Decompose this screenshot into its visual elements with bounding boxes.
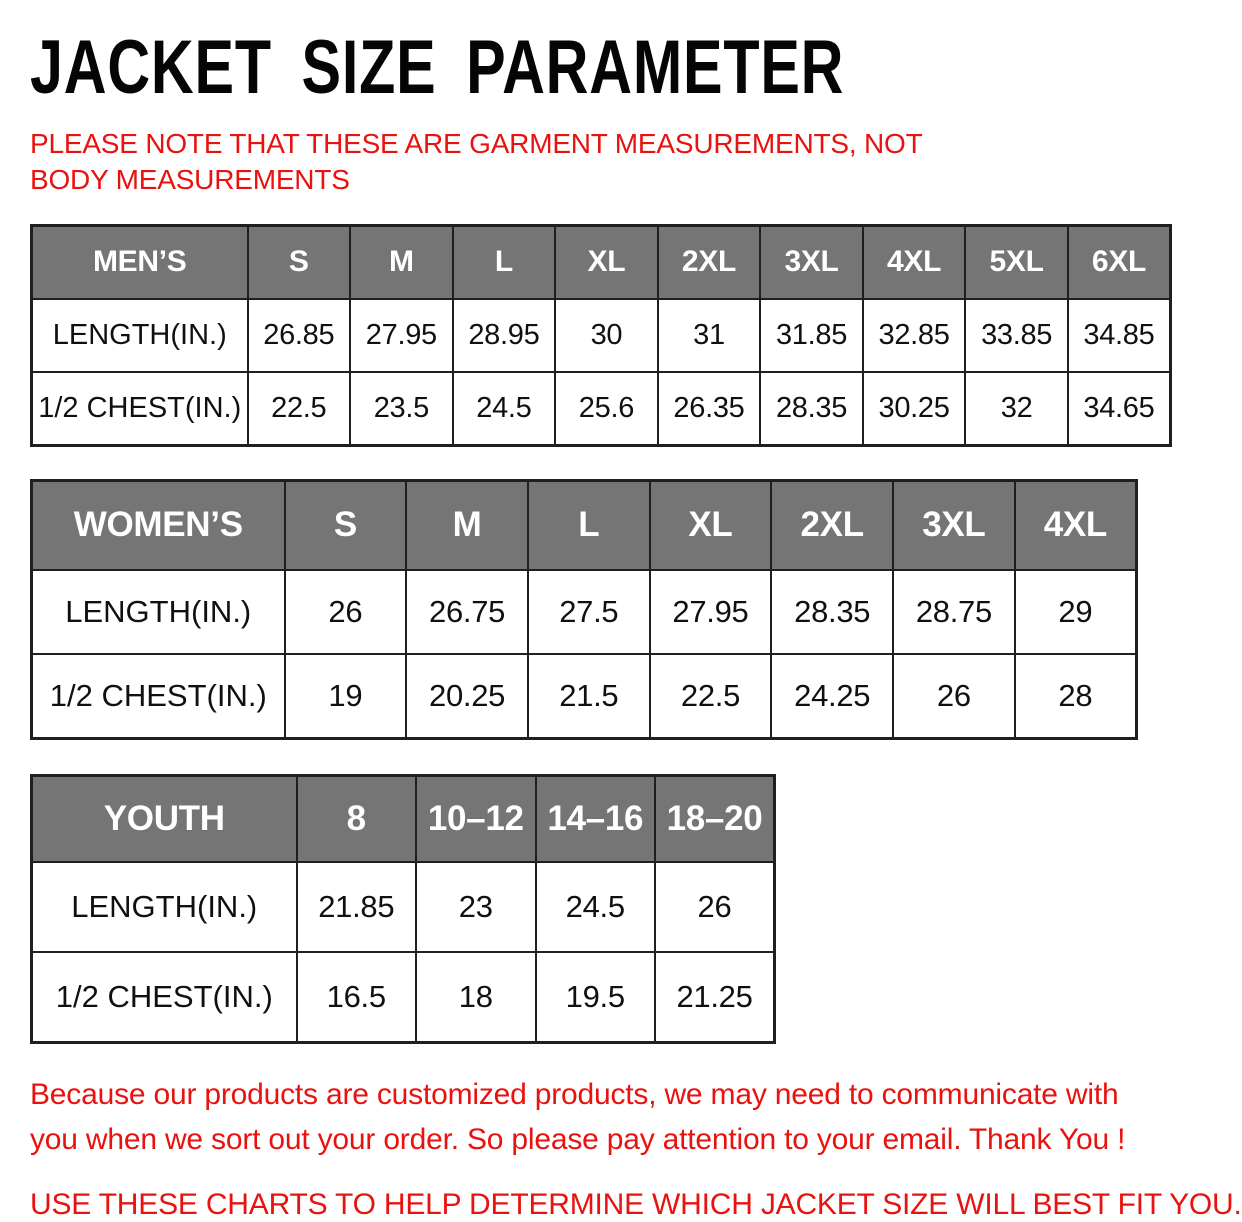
womens-size-table (30, 479, 1138, 740)
youth-size-table (30, 774, 776, 1044)
measurement-value-cell: 32.85 (863, 299, 966, 372)
fit-guide-caption: USE THESE CHARTS TO HELP DETERMINE WHICH JACKET SIZE WILL BEST FIT YOU. (30, 1187, 1242, 1221)
measurement-value-cell: 26 (893, 654, 1015, 738)
mens-size-table-container (30, 224, 1172, 447)
mens-size-header: 4XL (863, 225, 966, 299)
custom-order-email-note: Because our products are customized products, we may need to communicate with you when we sort out your order. So please pay attention to your email. Thank You ! (30, 1077, 1126, 1156)
womens-size-header: S (285, 480, 407, 570)
youth-measurement-row (32, 952, 775, 1042)
womens-header-row (32, 480, 1137, 570)
mens-size-header: XL (555, 225, 658, 299)
youth-header-row (32, 775, 775, 862)
womens-size-header: M (406, 480, 528, 570)
measurement-value-cell: 22.5 (650, 654, 772, 738)
mens-size-table (30, 224, 1172, 447)
measurement-value-cell: 27.95 (650, 570, 772, 654)
measurement-value-cell: 24.5 (453, 372, 556, 445)
mens-size-header: 6XL (1068, 225, 1171, 299)
measurement-value-cell: 21.5 (528, 654, 650, 738)
youth-size-header: 10–12 (416, 775, 536, 862)
youth-size-header: 8 (297, 775, 417, 862)
mens-measurement-row (32, 372, 1171, 445)
measurement-value-cell: 30.25 (863, 372, 966, 445)
measurement-value-cell: 31.85 (760, 299, 863, 372)
measurement-value-cell: 28.75 (893, 570, 1015, 654)
measurement-value-cell: 22.5 (248, 372, 351, 445)
youth-size-table-container (30, 774, 1172, 1044)
mens-header-row (32, 225, 1171, 299)
mens-size-header: 5XL (965, 225, 1068, 299)
measurement-value-cell: 16.5 (297, 952, 417, 1042)
measurement-value-cell: 32 (965, 372, 1068, 445)
measurement-value-cell: 31 (658, 299, 761, 372)
measurement-row-label: LENGTH(IN.) (32, 862, 297, 952)
womens-size-header: 4XL (1015, 480, 1137, 570)
measurement-value-cell: 23 (416, 862, 536, 952)
youth-size-header: 18–20 (655, 775, 775, 862)
garment-measurement-note: PLEASE NOTE THAT THESE ARE GARMENT MEASUREMENTS, NOT BODY MEASUREMENTS (30, 128, 923, 195)
measurement-row-label: LENGTH(IN.) (32, 570, 285, 654)
measurement-value-cell: 26.35 (658, 372, 761, 445)
mens-measurement-row (32, 299, 1171, 372)
youth-group-label: YOUTH (32, 775, 297, 862)
womens-size-header: 2XL (771, 480, 893, 570)
measurement-value-cell: 19 (285, 654, 407, 738)
measurement-value-cell: 26.75 (406, 570, 528, 654)
mens-size-header: S (248, 225, 351, 299)
measurement-value-cell: 19.5 (536, 952, 656, 1042)
measurement-row-label: 1/2 CHEST(IN.) (32, 372, 248, 445)
measurement-value-cell: 28.95 (453, 299, 556, 372)
womens-measurement-row (32, 570, 1137, 654)
mens-size-header: 3XL (760, 225, 863, 299)
womens-size-header: 3XL (893, 480, 1015, 570)
page-title: JACKET SIZE PARAMETER (30, 25, 845, 110)
mens-size-header: L (453, 225, 556, 299)
womens-size-header: XL (650, 480, 772, 570)
measurement-value-cell: 28 (1015, 654, 1137, 738)
youth-measurement-row (32, 862, 775, 952)
measurement-value-cell: 24.25 (771, 654, 893, 738)
measurement-value-cell: 21.25 (655, 952, 775, 1042)
measurement-value-cell: 26 (655, 862, 775, 952)
measurement-value-cell: 28.35 (771, 570, 893, 654)
measurement-value-cell: 27.95 (350, 299, 453, 372)
womens-size-table-container (30, 479, 1172, 740)
measurement-value-cell: 34.85 (1068, 299, 1171, 372)
youth-size-header: 14–16 (536, 775, 656, 862)
measurement-row-label: 1/2 CHEST(IN.) (32, 952, 297, 1042)
measurement-value-cell: 29 (1015, 570, 1137, 654)
mens-size-header: M (350, 225, 453, 299)
measurement-value-cell: 34.65 (1068, 372, 1171, 445)
measurement-value-cell: 20.25 (406, 654, 528, 738)
measurement-value-cell: 24.5 (536, 862, 656, 952)
measurement-value-cell: 26 (285, 570, 407, 654)
measurement-value-cell: 33.85 (965, 299, 1068, 372)
measurement-row-label: 1/2 CHEST(IN.) (32, 654, 285, 738)
measurement-value-cell: 28.35 (760, 372, 863, 445)
measurement-value-cell: 23.5 (350, 372, 453, 445)
measurement-row-label: LENGTH(IN.) (32, 299, 248, 372)
measurement-value-cell: 18 (416, 952, 536, 1042)
womens-measurement-row (32, 654, 1137, 738)
mens-size-header: 2XL (658, 225, 761, 299)
measurement-value-cell: 30 (555, 299, 658, 372)
womens-size-header: L (528, 480, 650, 570)
measurement-value-cell: 21.85 (297, 862, 417, 952)
measurement-value-cell: 27.5 (528, 570, 650, 654)
mens-group-label: MEN’S (32, 225, 248, 299)
measurement-value-cell: 25.6 (555, 372, 658, 445)
womens-group-label: WOMEN’S (32, 480, 285, 570)
measurement-value-cell: 26.85 (248, 299, 351, 372)
